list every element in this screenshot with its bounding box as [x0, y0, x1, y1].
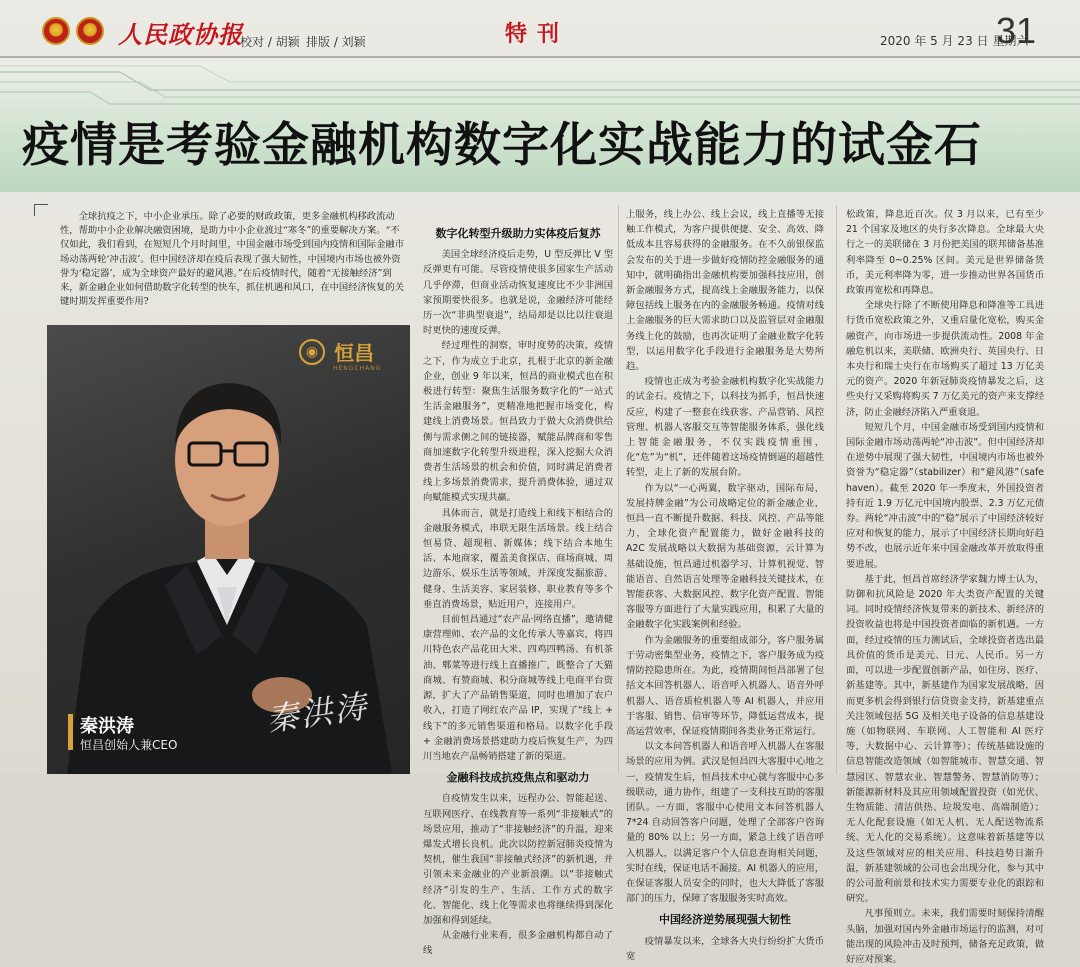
person-name: 秦洪涛 — [80, 716, 134, 737]
paragraph: 自疫情发生以来，远程办公、智能起送、互联网医疗、在线教育等一系列“非接触式”的场景应用，推动了“非接触经济”的升温，迎来爆发式增长良机。此次以防控新冠肺炎疫情为契机，催生我国“非接触式经济”的新机遇，并引领未来金融业的产业新浪潮。以“非接触式经济”引发的生产、生活、工作方式的数字化、智能化、线上化等需求也将继续得到深化加强和得到延续。 — [423, 793, 613, 926]
paragraph: 具体而言，就是打造线上和线下相结合的金融服务模式，串联无限生活场景。线上结合恒易贷、超现租、新媒体；线下结合本地生活、本地商家，覆盖美食探店、商场商城、周边游乐、娱乐生活等领域，并深度发掘旅游、健身、生活美容、家居装修、职业教育等多个垂直消费场景，贴近用户，连接用户。 — [423, 507, 613, 610]
paragraph: 短短几个月，中国金融市场受到国内疫情和国际金融市场动荡两轮“冲击波”。但中国经济却在逆势中展现了强大韧性，中国境内市场也被外资誉为“稳定器”（stabilizer）和“避风港”（safe haven）。截至 2020 年一季度末，外国投资者持有近 1.9 万亿元中国境内股票、2.3 万亿元债券。两轮“冲击波”中的“稳”展示了中国经济较好应对和恢复的能力，展示了中国经济长期向好趋势不改，也展示近年来中国金融改革开放取得重要进展。 — [846, 421, 1044, 570]
article-column-1 — [423, 220, 613, 959]
paragraph: 美国全球经济疫后走势，U 型反弹比 V 型反弹更有可能。尽管疫情使很多国家生产活动几乎停滞，但商业活动恢复速度比不少非洲国家预期要快很多。也就是说，金融经济可能经历一次“非典型衰退”，结局却是以比以往衰退时更快的速度反弹。 — [423, 249, 613, 337]
paragraph: 作为以“一心两翼，数字驱动，国际布局，发展持牌金融”为公司战略定位的新金融企业，恒昌一直不断提升数据、科技、风控、产品等能力，全球化资产配置能力，做好金融科技的 A2C 发展战略以大数据为基础资源，云计算为基础设施，恒昌通过机器学习、计算机视觉、智能语音、自然语言处理等金融科技关键技术，在智能获客、大数据风控、数字化资产配置、智能客服等方面进行了大量实践应用，积累了大量的金融数字化实践案例和经验。 — [626, 482, 824, 631]
layout-credit: 排版 / 刘颖 — [306, 35, 366, 49]
article-column-3 — [846, 207, 1044, 967]
section-label: 特刊 — [505, 21, 570, 47]
masthead — [0, 0, 1080, 62]
paragraph: 疫情暴发以来，全球各大央行纷纷扩大货币宽 — [626, 935, 824, 962]
subheading-fintech: 金融科技成抗疫焦点和驱动力 — [446, 771, 590, 785]
paragraph: 疫情也正成为考验金融机构数字化实战能力的试金石。疫情之下，以科技为抓手，恒昌快速反应，构建了一整套在线获客、产品营销、风控管理、机器人客服交互等智能服务体系，强化线上智能金融服务，不仅实践疫情重围，化“危”为“机”，还伴随着这场疫情倒逼的超越性转型，走上了新的发展台阶。 — [626, 376, 824, 479]
column-divider — [836, 205, 837, 774]
paragraph: 以文本问答机器人和语音呼入机器人在客服场景的应用为例。武汉是恒昌四大客服中心地之一，疫情发生后，恒昌技术中心就与客服中心多级联动，通力协作，组建了一支科技互助的客服团队。一方面，客服中心使用文本问答机器人 7*24 自动回答客户问题，处理了全部客户咨询量的 80% 以上；另一方面，紧急上线了语音呼入机器人，以满足客户个人信息查询相关问题，实时在线，保证电话不漏接。AI 机器人的应用，在保证客服人员安全的同时，也大大降低了客服部门的压力，保障了客服服务实时高效。 — [626, 741, 824, 905]
paragraph: 经过理性的洞察，审时度势的决策，疫情之下，作为成立于北京，扎根于北京的新金融企业，创业 9 年以来，恒昌的商业模式也在积极进行转型：聚焦生活服务数字化的“一站式生活金融服务”，更精准地把握市场变化，构建线上消费场景。恒昌致力于做大众消费供给侧与需求侧之间的链接器，赋能品牌商和零售商加速数字化转型升级进程，深入挖掘大众消费者生活场景的机会和价值，同时满足消费者线上多场景消费需求，提升消费体验，通过双向赋能模式实现共赢。 — [423, 340, 613, 504]
cppcc-emblem-icon — [76, 17, 104, 45]
paragraph: 从金融行业来看，很多金融机构都自动了线 — [423, 930, 613, 957]
paragraph: 凡事预则立。未来，我们需要时刻保持清醒头脑，加强对国内外金融市场运行的监测，对可能出现的风险冲击及时预判，储备充足政策，做好应对预案。 — [846, 908, 1044, 965]
masthead-divider — [0, 56, 1080, 58]
paragraph: 作为金融服务的重要组成部分，客户服务属于劳动密集型业务，疫情之下，客户服务成为疫情防控隐患所在。为此，疫情期间恒昌部署了包括文本回答机器人、语音呼入机器人、语音外呼机器人、语音质检机器人等 AI 机器人，并应用于客服、销售、信审等环节，降低运营成本，提高运营效率，保证疫情期间各类业务正常运行。 — [626, 634, 824, 737]
paragraph: 目前恒昌通过“农产品·网络直播”，邀请健康营理师、农产品的文化传承人等嘉宾，将四川特色农产品花田大米、四鸡四鸭汤、有机茶油、郫菜等进行线上直播推广，既整合了天猫商城、有赞商城、积分商城等线上电商平台资源，扩大了产品销售渠道，同时也增加了农户收入，打造了网红农产品 IP，实现了“线上 + 线下”的多元销售渠道和格局。以数字化手段 + 金融消费场景搭建助力疫后恢复生产，为四川当地农产品畅销搭建了新的渠道。 — [423, 614, 613, 762]
article-headline: 疫情是考验金融机构数字化实战能力的试金石 — [22, 118, 982, 173]
page-number: 31 — [996, 10, 1037, 51]
person-title: 恒昌创始人兼CEO — [80, 738, 178, 752]
subheading-china-economy: 中国经济逆势展现强大韧性 — [659, 913, 791, 927]
paragraph: 上服务，线上办公、线上会议，线上直播等无接触工作模式，为客户提供便捷、安全、高效、降低成本且容易获得的金融服务。在不久前银保监会发布的关于进一步做好疫情防控金融服务的通知中，就明确指出金融机构要加强科技应用，创新金融服务方式，提高线上金融服务能力，以保障包括线上服务在内的金融服务畅通。疫情对线上金融服务的巨大需求助口以及监管层对金融服务线上化的鼓励，也再次证明了金融业数字化转型，以运用数字化手段进行金融服务是大势所趋。 — [626, 209, 824, 373]
paragraph: 松政策，降息近百次。仅 3 月以来，已有至少 21 个国家及地区的央行多次降息。全球最大央行之一的美联储在 3 月份把美国的联邦储备基准利率降至 0~0.25% 区间。美元是世界储备货币，美元利率降为零，进一步推动世界各国货币政策再宽松和再降息。 — [846, 209, 1044, 297]
proofreader-credit: 校对 / 胡颖 — [240, 35, 300, 49]
paragraph: 基于此，恒昌首席经济学家魏力博士认为，防御和抗风险是 2020 年大类资产配置的关键词。同时疫情经济恢复带来的新技术、新经济的投资收益也将是中国投资者面临的新机遇。一方面，经过疫情的压力测试后，全球投资者选出最具价值的货币是美元、日元、人民币。另一方面，可以进一步配置创新产品，如住房、医疗、新基建等。其中，新基建作为国家发展战略，因而更多机会得到银行信贷资金支持，新基建重点关注领域包括 5G 及相关电子设备的信息基建设施（如物联网、车联网、人工智能和 AI 医疗等，大数据中心、云计算等）；传统基础设施的信息智能改造领域（如智能城市、智慧交通、智慧园区、智慧农业、智慧警务、智慧消防等）；新能源新材料及其应用领域配置投资（如光伏、生物质能、清洁供热、垃圾发电、高端制造）；无人化配套设施（如无人机、无人配送物流系统、无人化的交易系统）。这意味着新基建等以及这些领域对应的相关应用、科技趋势日渐升温，新基建领域的公司也会出现分化，参与其中的公司盈利前景和技术实力需要专业化的跟踪和研究。 — [846, 573, 1044, 905]
national-emblem-icon — [42, 17, 70, 45]
lead-corner-mark — [34, 204, 48, 216]
column-divider — [618, 205, 619, 774]
issue-date: 2020 年 5 月 23 日 星期六 — [880, 34, 1029, 48]
person-signature: 秦洪涛 — [264, 687, 371, 739]
company-logo — [299, 337, 374, 366]
paragraph: 全球央行除了不断使用降息和降准等工具进行货币宽松政策之外，又重启量化宽松，购买金融资产，向市场进一步提供流动性。2008 年金融危机以来，美联储、欧洲央行、英国央行、日本央行和瑞士央行在市场购买了超过 13 万亿美元的资产。2020 年新冠肺炎疫情暴发之后，这些央行又采购将购买 7 万亿美元的资产来支撑经济，防止金融经济陷入严重衰退。 — [846, 300, 1044, 418]
article-column-2 — [626, 207, 824, 964]
article-lead: 全球抗疫之下，中小企业承压。除了必要的财政政策，更多金融机构移政流动性，帮助中小企业解决融资困境，是助力中小企业渡过“寒冬”的重要解决方案。“不仅如此，我们看到，在短短几个月时间里，中国金融市场受到国内疫情和国际金融市场动荡两轮‘冲击波’。但中国经济却在疫后表现了强大韧性，中国境内市场也被外资誉为‘稳定器’，成为全球资产最好的避风港。”在后疫情时代，随着“无接触经济”到来，新金融企业如何借助数字化转型的快车，抓住机遇和风口，在中国经济恢复的关键时期发挥重要作用? — [60, 211, 404, 308]
company-logo-name: 恒昌 — [334, 341, 375, 365]
newspaper-name: 人民政协报 — [118, 20, 243, 49]
company-logo-subtitle: HENGCHANG — [333, 365, 382, 372]
company-logo-icon: ◉ — [299, 339, 325, 365]
subheading-digital-transformation: 数字化转型升级助力实体疫后复苏 — [435, 227, 601, 240]
caption-accent-bar — [68, 714, 73, 750]
